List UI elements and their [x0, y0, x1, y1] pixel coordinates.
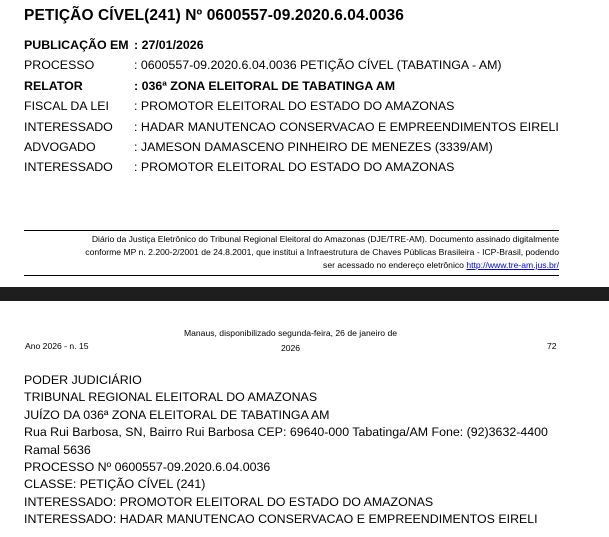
body-line: CLASSE: PETIÇÃO CÍVEL (241) — [24, 477, 206, 492]
process-metadata — [24, 35, 604, 178]
publication-date-line: Manaus, disponibilizado segunda-feira, 26 de janeiro de — [183, 328, 398, 338]
meta-key: PROCESSO — [24, 58, 95, 73]
meta-key: RELATOR — [24, 78, 83, 93]
meta-row-interested-company — [24, 117, 604, 137]
body-line: TRIBUNAL REGIONAL ELEITORAL DO AMAZONAS — [24, 390, 318, 405]
meta-key: PUBLICAÇÃO EM — [24, 38, 129, 52]
body-line: INTERESSADO: HADAR MANUTENCAO CONSERVACAO E EMPREENDIMENTOS EIRELI — [24, 512, 538, 527]
meta-value: : JAMESON DAMASCENO PINHEIRO DE MENEZES (3339/AM) — [134, 139, 493, 154]
meta-value: : PROMOTOR ELEITORAL DO ESTADO DO AMAZONAS — [134, 99, 455, 114]
meta-row-publication — [24, 35, 604, 55]
meta-row-interested-prosecutor — [24, 157, 604, 177]
issue-number: Ano 2026 - n. 15 — [25, 341, 89, 351]
digital-signature-notice — [24, 230, 559, 276]
body-line: JUÍZO DA 036ª ZONA ELEITORAL DE TABATINGA AM — [24, 407, 330, 422]
body-line: Ramal 5636 — [24, 442, 91, 457]
notice-line — [24, 259, 559, 272]
tre-am-link[interactable]: http://www.tre-am.jus.br/ — [466, 260, 559, 270]
meta-value: : 0600557-09.2020.6.04.0036 PETIÇÃO CÍVEL (TABATINGA - AM) — [134, 58, 502, 73]
notice-line-prefix: ser acessado no endereço eletrônico — [323, 260, 467, 270]
meta-value: : 036ª ZONA ELEITORAL DE TABATINGA AM — [134, 78, 396, 93]
body-line: INTERESSADO: PROMOTOR ELEITORAL DO ESTADO DO AMAZONAS — [24, 494, 434, 509]
page-number: 72 — [547, 341, 557, 351]
publication-date-year: 2026 — [280, 343, 301, 353]
document-body — [24, 372, 604, 529]
page-break-divider — [0, 287, 609, 301]
meta-row-rapporteur — [24, 76, 604, 96]
body-line: PROCESSO Nº 0600557-09.2020.6.04.0036 — [24, 460, 271, 475]
meta-key: INTERESSADO — [24, 160, 113, 175]
notice-line: conforme MP n. 2.200-2/2001 de 24.8.2001, que institui a Infraestrutura de Chaves Públicas Brasileira - ICP-Brasil, podendo — [85, 247, 559, 257]
meta-row-process — [24, 55, 604, 75]
document-title: PETIÇÃO CÍVEL(241) Nº 0600557-09.2020.6.04.0036 — [24, 7, 404, 24]
meta-value: : HADAR MANUTENCAO CONSERVACAO E EMPREENDIMENTOS EIRELI — [134, 119, 559, 134]
meta-value: : PROMOTOR ELEITORAL DO ESTADO DO AMAZONAS — [134, 160, 455, 175]
meta-row-prosecutor — [24, 96, 604, 116]
publication-date — [158, 326, 423, 356]
meta-row-lawyer — [24, 137, 604, 157]
meta-value: : 27/01/2026 — [134, 38, 204, 52]
meta-key: ADVOGADO — [24, 139, 96, 154]
body-line: Rua Rui Barbosa, SN, Bairro Rui Barbosa CEP: 69640-000 Tabatinga/AM Fone: (92)3632-4400 — [24, 425, 548, 440]
body-line: PODER JUDICIÁRIO — [24, 373, 142, 387]
notice-line: Diário da Justiça Eletrônico do Tribunal Regional Eleitoral do Amazonas (DJE/TRE-AM). Documento assinado digitalmente — [91, 234, 559, 244]
meta-key: FISCAL DA LEI — [24, 99, 109, 114]
meta-key: INTERESSADO — [24, 119, 113, 134]
